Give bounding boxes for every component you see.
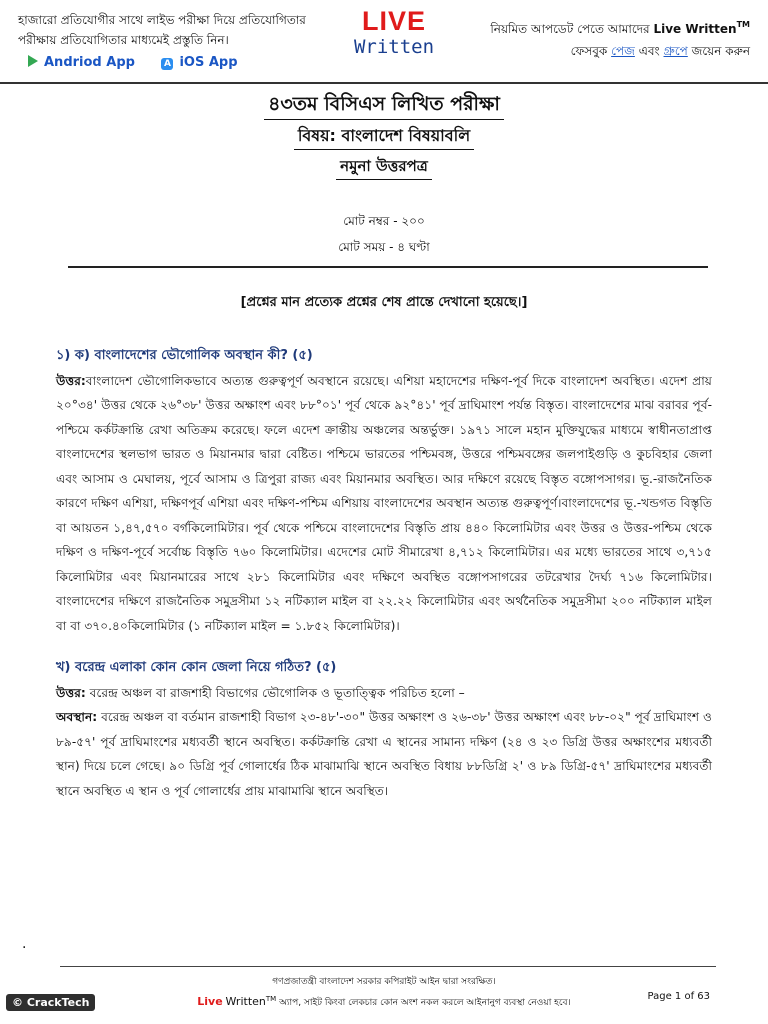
android-app-link[interactable] xyxy=(28,55,135,70)
logo-live-text: LIVE xyxy=(361,6,426,36)
section-divider xyxy=(68,266,708,268)
subject-title: বিষয়: বাংলাদেশ বিষয়াবলি xyxy=(294,124,474,150)
answer-1b xyxy=(56,681,712,706)
answer-label: উত্তর: xyxy=(56,685,86,700)
join-text: জয়েন করুন xyxy=(691,44,750,58)
and-text: এবং xyxy=(638,44,660,58)
answer-1a xyxy=(56,369,712,639)
header-divider xyxy=(0,82,768,84)
copyright-line-1: গণপ্রজাতন্ত্রী বাংলাদেশ সরকার কপিরাইট আইন দ্বারা সংরক্ষিত। xyxy=(272,977,496,987)
title-block xyxy=(0,88,768,178)
position-paragraph xyxy=(56,705,712,803)
promo-line-2: পরীক্ষায় প্রতিযোগিতার মাধ্যমেই প্রস্তুতি নিন। xyxy=(18,33,229,47)
logo-written-text: Written xyxy=(353,36,435,58)
ios-app-link[interactable] xyxy=(161,55,237,70)
question-1a: ১) ক) বাংলাদেশের ভৌগোলিক অবস্থান কী? (৫) xyxy=(56,348,313,363)
app-links xyxy=(28,55,260,70)
question-1b: খ) বরেন্দ্র এলাকা কোন কোন জেলা নিয়ে গঠিত? (৫) xyxy=(56,660,337,675)
footer-copyright xyxy=(160,974,608,1012)
facebook-text: ফেসবুক xyxy=(570,44,608,58)
footer-live: Live xyxy=(197,995,223,1008)
social-brand: Live Written xyxy=(653,22,737,36)
live-written-logo xyxy=(344,6,444,58)
answer-label: উত্তর: xyxy=(56,373,86,388)
ios-app-label: iOS App xyxy=(179,55,238,70)
answer-content xyxy=(56,344,712,803)
marks-note: [প্রশ্নের মান প্রত্যেক প্রশ্নের শেষ প্রান্তে দেখানো হয়েছে।] xyxy=(240,295,528,310)
header-social xyxy=(460,14,750,62)
exam-title: ৪৩তম বিসিএস লিখিত পরীক্ষা xyxy=(264,90,504,120)
answer-1a-text: বাংলাদেশ ভৌগোলিকভাবে অত্যন্ত গুরুত্বপূর্ণ অবস্থানে রয়েছে। এশিয়া মহাদেশের দক্ষিণ-পূর্ব দিকে বাংলাদেশ অবস্থিত। এদেশ প্রায় ২০°৩৪' উত্তর থেকে ২৬°৩৮' উত্তর অক্ষাংশ এবং ৮৮°০১' পূর্ব থেকে ৯২°৪১' পূর্ব দ্রাঘিমাংশ পর্যন্ত বিস্তৃত। বাংলাদেশের মাঝ বরাবর পূর্ব-পশ্চিমে কর্কটক্রান্তি রেখা অতিক্রম করেছে। ফলে এদেশ ক্রান্তীয় অঞ্চলের অন্তর্ভুক্ত। ১৯৭১ সালে মহান মুক্তিযুদ্ধের মাধ্যমে স্বাধীনতাপ্রাপ্ত বাংলাদেশের স্থলভাগ ভারত ও মিয়ানমার দ্বারা বেষ্টিত। পশ্চিমে ভারতের পশ্চিমবঙ্গ, উত্তরে পশ্চিমবঙ্গের জলপাইগুড়ি ও কুচবিহার জেলা এবং আসাম ও মেঘালয়, পূর্বে আসাম ও ত্রিপুরা রাজ্য এবং মিয়ানমার অবস্থিত। আর দক্ষিণে রয়েছে বিস্তৃত বঙ্গোপসাগর। ভূ.-রাজনৈতিক কারণে দক্ষিণ এশিয়া, দক্ষিণপূর্ব এশিয়া এবং দক্ষিণ-পশ্চিম এশিয়ায় বাংলাদেশের অবস্থান অত্যন্ত গুরুত্বপূর্ণ।বাংলাদেশের ভূ.-খন্ডগত বিস্তৃতি বা আয়তন ১,৪৭,৫৭০ বর্গকিলোমিটার। পূর্ব থেকে পশ্চিমে বাংলাদেশের বিস্তৃতি প্রায় ৪৪০ কিলোমিটার এবং উত্তর ও উত্তর-পশ্চিম থেকে দক্ষিণ ও দক্ষিণ-পূর্বে সর্বোচ্চ বিস্তৃতি ৭৬০ কিলোমিটার। এদেশের মোট সীমারেখা ৪,৭১২ কিলোমিটার। এর মধ্যে ভারতের সাথে ৩,৭১৫ কিলোমিটার এবং মিয়ানমারের সাথে ২৮১ কিলোমিটার এবং দক্ষিণে অবস্থিত বঙ্গোপসাগরের তটরেখার দৈর্ঘ্য ৭১৬ কিলোমিটার। বাংলাদেশের দক্ষিণে রাজনৈতিক সমুদ্রসীমা ১২ নটিক্যাল মাইল বা ২২.২২ কিলোমিটার এবং অর্থনৈতিক সমুদ্রসীমা ২০০ নটিক্যাল মাইল বা বা ৩৭০.৪০কিলোমিটার (১ নটিক্যাল মাইল = ১.৮৫২ কিলোমিটার)। xyxy=(56,373,712,633)
social-line-1 xyxy=(460,14,750,40)
position-label: অবস্থান: xyxy=(56,710,98,724)
facebook-group-link[interactable]: গ্রুপে xyxy=(663,44,688,58)
app-store-icon: A xyxy=(161,58,173,70)
page-number: Page 1 of 63 xyxy=(647,991,710,1002)
promo-line-1: হাজারো প্রতিযোগীর সাথে লাইভ পরীক্ষা দিয়ে প্রতিযোগিতার xyxy=(18,13,306,27)
footer-tm: TM xyxy=(265,995,277,1003)
page-header xyxy=(0,0,768,80)
marks-info xyxy=(0,208,768,260)
cracktech-watermark: © CrackTech xyxy=(6,994,95,1011)
total-marks: মোট নম্বর - ২০০ xyxy=(343,214,425,228)
social-update-text: নিয়মিত আপডেট পেতে আমাদের xyxy=(490,22,650,36)
stray-mark: . xyxy=(22,936,27,952)
social-line-2 xyxy=(460,40,750,62)
facebook-page-link[interactable]: পেজ xyxy=(611,44,635,58)
position-text: বরেন্দ্র অঞ্চল বা বর্তমান রাজশাহী বিভাগ ২৩-৪৮'-৩০" উত্তর অক্ষাংশ ও ২৬-৩৮' উত্তর অক্ষাংশ এবং ৮৮-০২" পূর্ব দ্রাঘিমাংশ ও ৮৯-৫৭' পূর্ব দ্রাঘিমাংশের মধ্যবর্তী স্থানে অবস্থিত। কর্কটক্রান্তি রেখা এ স্থানের সামান্য দক্ষিণ (২৪ ও ২৩ ডিগ্রি উত্তর অক্ষাংশের মধ্যবর্তী স্থান) দিয়ে চলে গেছে। ৯০ ডিগ্রি পূর্ব গোলার্ধের ঠিক মাঝামাঝি স্থানে অবস্থিত বিধায় ৮৮ডিগ্রি ২' ও ৮৯ ডিগ্রি-৫৭' দ্রাঘিমাংশের মধ্যবর্তী স্থানে অবস্থিত এ স্থান ও পূর্ব গোলার্ধের প্রায় মাঝামাঝি স্থানে অবস্থিত। xyxy=(56,710,713,798)
copyright-line-2 xyxy=(160,991,608,1012)
footer-written: Written xyxy=(225,995,266,1008)
header-promo xyxy=(18,10,328,50)
answer-1b-text: বরেন্দ্র অঞ্চল বা রাজশাহী বিভাগের ভৌগোলিক ও ভূতাত্ত্বিক পরিচিত হলো – xyxy=(89,685,465,700)
google-play-icon xyxy=(28,55,38,67)
footer-divider xyxy=(60,966,716,967)
sample-title: নমুনা উত্তরপত্র xyxy=(336,154,432,180)
android-app-label: Andriod App xyxy=(44,55,135,70)
copyright-warning: অ্যাপ, সাইট কিংবা লেকচার কোন অংশ নকল করলে আইনানুগ ব্যবস্থা নেওয়া হবে। xyxy=(279,998,571,1008)
social-brand-tm: TM xyxy=(736,20,750,29)
total-time: মোট সময় - ৪ ঘণ্টা xyxy=(338,240,430,254)
